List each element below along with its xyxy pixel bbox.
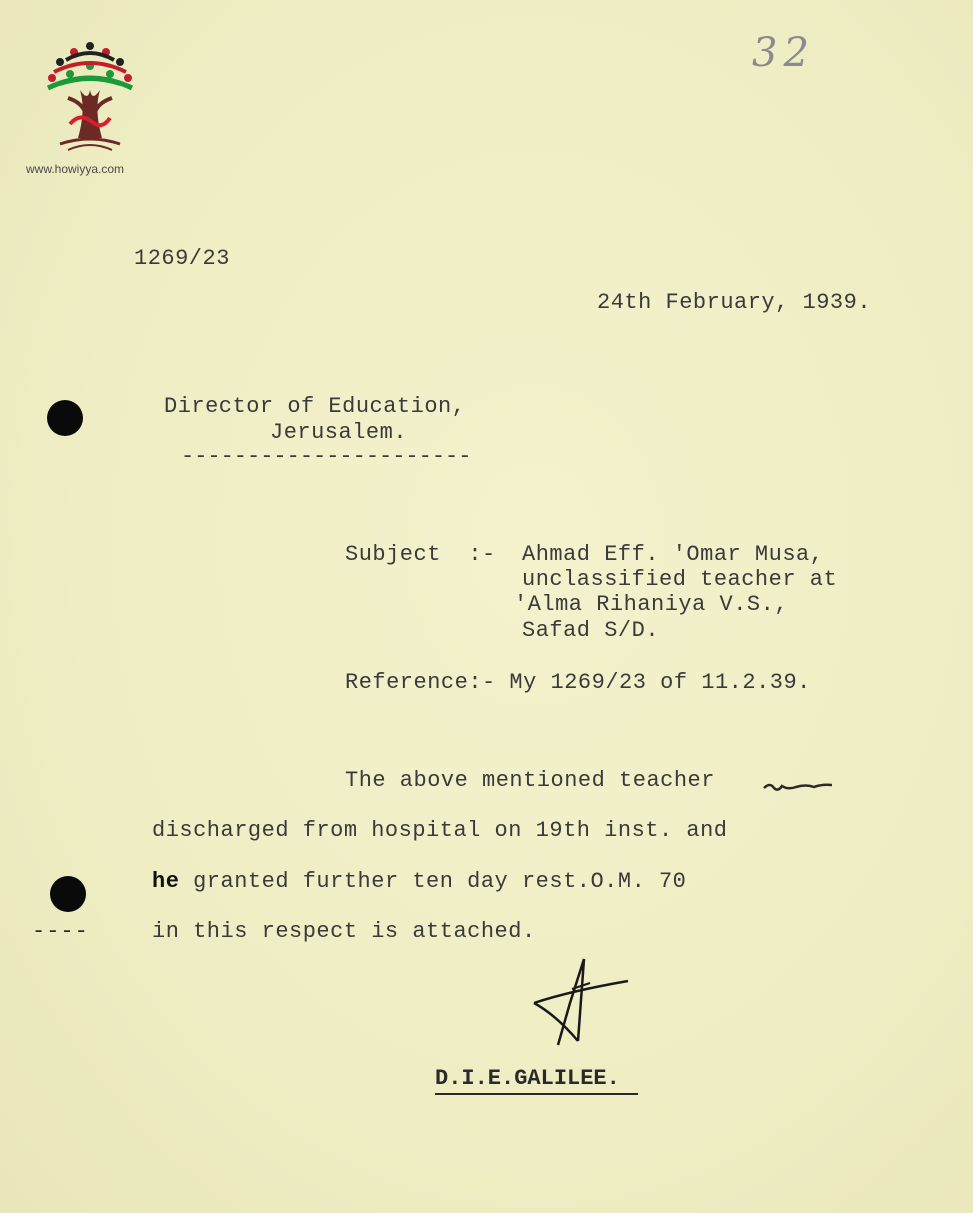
reference-line: Reference:- My 1269/23 of 11.2.39. [345,670,811,695]
body-line-1: The above mentioned teacher [345,768,715,793]
body-line-3 [152,869,686,894]
reference-number: 1269/23 [134,246,230,271]
subject-line-4: Safad S/D. [522,618,660,643]
body-line-3-rest: granted further ten day rest.O.M. 70 [179,869,687,894]
addressee-line-1: Director of Education, [164,394,466,419]
struck-word-scribble [762,778,834,796]
body-line-4: in this respect is attached. [152,919,536,944]
letter-date: 24th February, 1939. [597,290,872,315]
margin-dashes: ---- [32,919,89,944]
logo-url: www.howiyya.com [26,162,125,176]
subject-line-2: unclassified teacher at [522,567,838,592]
subject-label: Subject :- [345,542,510,567]
subject-line-1: Ahmad Eff. 'Omar Musa, [522,542,824,567]
howiyya-tree-logo-icon [40,40,140,162]
handwritten-signature-icon [520,955,640,1055]
addressee-underline: ---------------------- [181,444,472,469]
signatory-name: D.I.E.GALILEE. [435,1066,638,1095]
punch-hole-bottom [50,876,86,912]
addressee-line-2: Jerusalem. [270,420,408,445]
body-line-2: discharged from hospital on 19th inst. and [152,818,728,843]
punch-hole-top [47,400,83,436]
folio-number: 32 [752,30,815,76]
subject-line-3: 'Alma Rihaniya V.S., [514,592,789,617]
body-line-3-prefix: he [152,869,180,894]
